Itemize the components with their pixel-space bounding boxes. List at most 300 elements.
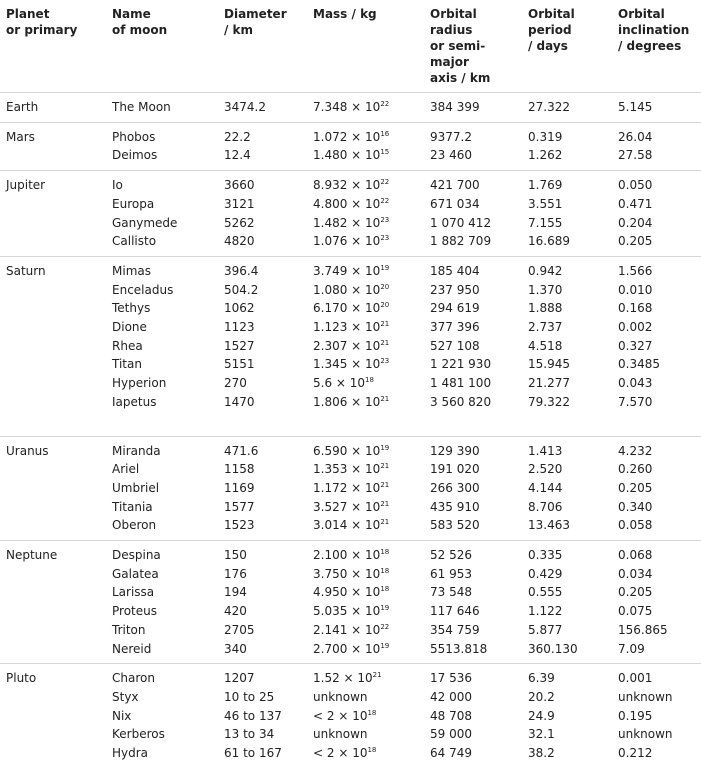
mass-cell <box>307 355 424 374</box>
orbital-period-cell: 79.322 <box>522 393 612 436</box>
orbital-radius-cell: 3 560 820 <box>424 393 522 436</box>
mass-cell <box>307 436 424 460</box>
mass-cell <box>307 541 424 565</box>
mass-exponent: 18 <box>367 708 377 717</box>
diameter-cell: 471.6 <box>224 443 259 458</box>
orbital-period-cell: 1.888 <box>528 301 563 316</box>
planet-group-saturn <box>0 256 701 436</box>
mass-exponent: 21 <box>380 499 390 508</box>
orbital-period-cell: 3.551 <box>528 196 563 211</box>
table-row <box>0 664 701 688</box>
planet-cell <box>0 355 106 374</box>
table-row <box>0 146 701 170</box>
moon-name-cell: Titan <box>112 357 142 372</box>
header-orbital-inclination: Orbital inclination / degrees <box>612 4 701 93</box>
orbital-inclination-cell: 0.002 <box>618 320 653 335</box>
orbital-inclination-cell: 26.04 <box>618 129 653 144</box>
table-row <box>0 460 701 479</box>
planet-cell <box>0 479 106 498</box>
orbital-radius-cell: 294 619 <box>430 301 480 316</box>
table-row <box>0 541 701 565</box>
diameter-cell: 504.2 <box>224 282 259 297</box>
mass-exponent: 20 <box>380 301 390 310</box>
mass-mantissa: 3.527 × 10 <box>313 499 381 514</box>
moon-name-cell: Mimas <box>112 263 151 278</box>
table-row <box>0 214 701 233</box>
mass-mantissa: 6.170 × 10 <box>313 301 381 316</box>
orbital-inclination-cell: 1.566 <box>618 263 653 278</box>
moon-name-cell: Europa <box>112 196 155 211</box>
orbital-period-cell: 6.39 <box>528 671 555 686</box>
mass-cell <box>307 664 424 688</box>
mass-exponent: 23 <box>380 215 390 224</box>
orbital-period-cell: 1.122 <box>528 604 563 619</box>
planet-group-neptune <box>0 541 701 664</box>
table-row <box>0 337 701 356</box>
orbital-inclination-cell: 0.205 <box>618 480 653 495</box>
diameter-cell: 5151 <box>224 357 255 372</box>
mass-exponent: 16 <box>380 129 390 138</box>
moon-name-cell: Hydra <box>112 746 149 761</box>
table-row <box>0 640 701 664</box>
moon-name-cell: Despina <box>112 548 161 563</box>
table-row <box>0 565 701 584</box>
header-planet: Planet or primary <box>0 4 106 93</box>
orbital-period-cell: 24.9 <box>528 708 555 723</box>
diameter-cell: 4820 <box>218 232 307 256</box>
diameter-cell: 396.4 <box>224 263 259 278</box>
diameter-cell: 46 to 137 <box>224 708 282 723</box>
orbital-period-cell: 1.370 <box>528 282 563 297</box>
mass-mantissa: 2.700 × 10 <box>313 641 381 656</box>
mass-exponent: 20 <box>380 282 390 291</box>
orbital-radius-cell: 59 000 <box>430 727 472 742</box>
orbital-inclination-cell: 0.260 <box>618 462 653 477</box>
orbital-radius-cell: 23 460 <box>424 146 522 170</box>
moon-name-cell: Larissa <box>112 585 155 600</box>
moon-name-cell: Nix <box>112 708 132 723</box>
diameter-cell: 61 to 167 <box>224 746 282 761</box>
moon-name-cell: Styx <box>112 689 139 704</box>
mass-cell <box>307 583 424 602</box>
planet-cell <box>0 460 106 479</box>
moon-name-cell: Callisto <box>106 232 218 256</box>
mass-mantissa: 5.6 × 10 <box>313 376 366 391</box>
orbital-radius-cell: 191 020 <box>430 462 480 477</box>
orbital-radius-cell: 9377.2 <box>430 129 472 144</box>
orbital-inclination-cell: 0.034 <box>618 566 653 581</box>
orbital-period-cell: 15.945 <box>528 357 570 372</box>
orbital-radius-cell: 527 108 <box>430 338 480 353</box>
mass-exponent: 18 <box>365 376 374 385</box>
mass-mantissa: 8.932 × 10 <box>313 178 381 193</box>
mass-mantissa: 7.348 × 10 <box>313 100 381 114</box>
orbital-radius-cell: 73 548 <box>430 585 472 600</box>
planet-cell <box>0 498 106 517</box>
mass-mantissa: 2.141 × 10 <box>313 622 381 637</box>
mass-mantissa: 6.590 × 10 <box>313 443 381 458</box>
orbital-radius-cell: 384 399 <box>424 93 522 123</box>
orbital-period-cell: 5.877 <box>528 622 563 637</box>
diameter-cell: 420 <box>224 604 247 619</box>
mass-cell <box>307 281 424 300</box>
orbital-period-cell: 27.322 <box>522 93 612 123</box>
table-row <box>0 744 701 768</box>
table-row <box>0 195 701 214</box>
table-row <box>0 299 701 318</box>
moon-name-cell: Phobos <box>112 129 156 144</box>
mass-mantissa: 4.800 × 10 <box>313 196 381 211</box>
mass-mantissa: 1.482 × 10 <box>313 215 381 230</box>
table-header <box>0 4 701 93</box>
mass-mantissa: 1.353 × 10 <box>313 462 381 477</box>
moon-name-cell: Umbriel <box>112 480 160 495</box>
planet-cell <box>0 725 106 744</box>
orbital-inclination-cell: unknown <box>618 689 673 704</box>
orbital-period-cell: 0.319 <box>528 129 563 144</box>
orbital-radius-cell: 48 708 <box>430 708 472 723</box>
planet-cell: Mars <box>6 129 35 144</box>
orbital-inclination-cell: 0.068 <box>618 548 653 563</box>
mass-cell <box>307 621 424 640</box>
header-diameter: Diameter / km <box>218 4 307 93</box>
orbital-period-cell: 0.429 <box>528 566 563 581</box>
mass-exponent: 18 <box>367 746 377 755</box>
planet-cell <box>0 516 106 540</box>
diameter-cell: 340 <box>218 640 307 664</box>
orbital-radius-cell: 1 882 709 <box>424 232 522 256</box>
orbital-period-cell: 2.737 <box>528 320 563 335</box>
orbital-radius-cell: 435 910 <box>430 499 480 514</box>
planet-cell <box>0 744 106 768</box>
orbital-radius-cell: 5513.818 <box>424 640 522 664</box>
table-row <box>0 725 701 744</box>
table-row <box>0 355 701 374</box>
planet-cell <box>0 688 106 707</box>
diameter-cell: 10 to 25 <box>224 689 275 704</box>
mass-exponent: 19 <box>380 443 390 452</box>
mass-mantissa: 1.52 × 10 <box>313 671 373 686</box>
moon-name-cell: Ariel <box>112 462 140 477</box>
orbital-radius-cell: 671 034 <box>430 196 480 211</box>
orbital-inclination-cell: 0.050 <box>618 178 653 193</box>
orbital-period-cell: 4.144 <box>528 480 563 495</box>
planet-cell <box>0 640 106 664</box>
planet-cell: Saturn <box>6 263 46 278</box>
orbital-inclination-cell: 0.205 <box>612 232 701 256</box>
mass-cell <box>307 565 424 584</box>
planet-cell <box>0 565 106 584</box>
orbital-period-cell: 20.2 <box>528 689 555 704</box>
orbital-period-cell: 360.130 <box>522 640 612 664</box>
planet-cell <box>0 146 106 170</box>
table-row <box>0 479 701 498</box>
orbital-inclination-cell: 27.58 <box>612 146 701 170</box>
orbital-radius-cell: 377 396 <box>430 320 480 335</box>
orbital-radius-cell: 61 953 <box>430 566 472 581</box>
diameter-cell: 1523 <box>218 516 307 540</box>
mass-mantissa: 1.172 × 10 <box>313 480 381 495</box>
mass-mantissa: 5.035 × 10 <box>313 604 381 619</box>
planet-cell <box>0 232 106 256</box>
mass-mantissa: 1.123 × 10 <box>313 320 381 335</box>
planet-group-earth <box>0 93 701 123</box>
planet-group-pluto <box>0 664 701 768</box>
orbital-period-cell: 1.262 <box>522 146 612 170</box>
planet-cell <box>0 281 106 300</box>
planet-cell <box>0 583 106 602</box>
mass-mantissa: 1.072 × 10 <box>313 129 381 144</box>
header-orbital-period: Orbital period / days <box>522 4 612 93</box>
mass-exponent: 19 <box>380 641 390 650</box>
planet-cell <box>0 374 106 393</box>
orbital-inclination-cell: 0.212 <box>618 746 653 761</box>
moon-name-cell: The Moon <box>106 93 218 123</box>
orbital-inclination-cell: 156.865 <box>618 622 668 637</box>
diameter-cell: 13 to 34 <box>224 727 275 742</box>
mass-exponent: 21 <box>380 462 390 471</box>
table-row <box>0 256 701 280</box>
table-row <box>0 707 701 726</box>
orbital-period-cell: 1.413 <box>528 443 563 458</box>
mass-cell <box>307 393 424 436</box>
orbital-inclination-cell: 0.327 <box>618 338 653 353</box>
mass-cell <box>307 299 424 318</box>
mass-exponent: 18 <box>380 585 390 594</box>
mass-cell <box>307 318 424 337</box>
orbital-radius-cell: 117 646 <box>430 604 480 619</box>
diameter-cell: 2705 <box>224 622 255 637</box>
moon-name-cell: Titania <box>112 499 153 514</box>
table-row <box>0 516 701 540</box>
diameter-cell: 3660 <box>224 178 255 193</box>
diameter-cell: 150 <box>224 548 247 563</box>
orbital-radius-cell: 64 749 <box>430 746 472 761</box>
mass-cell <box>307 460 424 479</box>
orbital-period-cell: 38.2 <box>528 746 555 761</box>
moon-name-cell: Miranda <box>112 443 161 458</box>
moon-name-cell: Galatea <box>112 566 159 581</box>
moon-name-cell: Kerberos <box>112 727 165 742</box>
mass-mantissa: < 2 × 10 <box>313 746 368 761</box>
diameter-cell: 1527 <box>224 338 255 353</box>
table-row <box>0 122 701 146</box>
diameter-cell: 3474.2 <box>218 93 307 123</box>
orbital-radius-cell: 42 000 <box>430 689 472 704</box>
mass-cell <box>307 374 424 393</box>
diameter-cell: 1158 <box>224 462 255 477</box>
mass-mantissa: 4.950 × 10 <box>313 585 381 600</box>
planet-cell: Neptune <box>6 548 58 563</box>
mass-cell <box>307 688 424 707</box>
mass-mantissa: 1.806 × 10 <box>313 394 381 409</box>
moon-name-cell: Oberon <box>106 516 218 540</box>
moon-name-cell: Tethys <box>112 301 151 316</box>
mass-cell <box>307 122 424 146</box>
orbital-radius-cell: 421 700 <box>430 178 480 193</box>
header-row <box>0 4 701 93</box>
diameter-cell: 1062 <box>224 301 255 316</box>
diameter-cell: 1123 <box>224 320 255 335</box>
mass-cell <box>307 640 424 664</box>
orbital-inclination-cell: 0.058 <box>612 516 701 540</box>
mass-cell <box>307 256 424 280</box>
orbital-radius-cell: 354 759 <box>430 622 480 637</box>
table-row <box>0 318 701 337</box>
orbital-radius-cell: 52 526 <box>430 548 472 563</box>
moon-name-cell: Enceladus <box>112 282 174 297</box>
table-row <box>0 171 701 195</box>
orbital-inclination-cell: 0.3485 <box>618 357 660 372</box>
mass-exponent: 21 <box>372 671 382 680</box>
mass-cell <box>307 516 424 540</box>
moon-name-cell: Proteus <box>112 604 157 619</box>
mass-cell <box>307 337 424 356</box>
planet-cell <box>0 318 106 337</box>
planet-cell <box>0 299 106 318</box>
table-row <box>0 621 701 640</box>
mass-mantissa: unknown <box>313 727 368 742</box>
orbital-radius-cell: 1 070 412 <box>430 215 492 230</box>
orbital-radius-cell: 129 390 <box>430 443 480 458</box>
mass-mantissa: 1.480 × 10 <box>313 148 381 163</box>
mass-mantissa: 1.345 × 10 <box>313 357 381 372</box>
mass-exponent: 22 <box>380 196 390 205</box>
orbital-period-cell: 32.1 <box>528 727 555 742</box>
orbital-inclination-cell: 0.043 <box>618 376 653 391</box>
mass-cell <box>307 214 424 233</box>
mass-exponent: 21 <box>380 320 390 329</box>
diameter-cell: 1169 <box>224 480 255 495</box>
diameter-cell: 12.4 <box>218 146 307 170</box>
mass-exponent: 22 <box>380 100 390 108</box>
table-row <box>0 583 701 602</box>
diameter-cell: 1470 <box>218 393 307 436</box>
orbital-inclination-cell: 5.145 <box>612 93 701 123</box>
mass-cell <box>307 725 424 744</box>
planet-cell: Jupiter <box>6 178 46 193</box>
moon-name-cell: Dione <box>112 320 147 335</box>
table-row <box>0 93 701 123</box>
mass-exponent: 21 <box>380 518 390 527</box>
mass-cell <box>307 707 424 726</box>
orbital-period-cell: 16.689 <box>522 232 612 256</box>
moon-name-cell: Io <box>112 178 123 193</box>
diameter-cell: 1207 <box>224 671 255 686</box>
mass-exponent: 23 <box>380 357 390 366</box>
diameter-cell: 5262 <box>224 215 255 230</box>
orbital-inclination-cell: 0.001 <box>618 671 653 686</box>
orbital-inclination-cell: 0.471 <box>618 196 653 211</box>
orbital-period-cell: 1.769 <box>528 178 563 193</box>
moon-name-cell: Nereid <box>106 640 218 664</box>
mass-cell <box>307 232 424 256</box>
mass-exponent: 18 <box>380 548 390 557</box>
mass-cell <box>307 93 424 123</box>
mass-exponent: 21 <box>380 338 390 347</box>
diameter-cell: 194 <box>224 585 247 600</box>
table-row <box>0 374 701 393</box>
mass-cell <box>307 171 424 195</box>
orbital-period-cell: 0.335 <box>528 548 563 563</box>
mass-exponent: 19 <box>380 263 390 272</box>
planet-group-jupiter <box>0 171 701 257</box>
mass-mantissa: 3.750 × 10 <box>313 566 381 581</box>
mass-mantissa: 1.080 × 10 <box>313 282 381 297</box>
moon-name-cell: Iapetus <box>106 393 218 436</box>
planet-cell: Pluto <box>6 671 37 686</box>
mass-exponent: 21 <box>380 394 390 403</box>
planet-cell <box>0 707 106 726</box>
orbital-radius-cell: 17 536 <box>430 671 472 686</box>
diameter-cell: 1577 <box>224 499 255 514</box>
orbital-inclination-cell: 0.340 <box>618 499 653 514</box>
mass-exponent: 22 <box>380 178 390 187</box>
table-row <box>0 436 701 460</box>
mass-mantissa: 3.749 × 10 <box>313 263 381 278</box>
orbital-period-cell: 21.277 <box>528 376 570 391</box>
diameter-cell: 270 <box>224 376 247 391</box>
orbital-inclination-cell: 7.570 <box>612 393 701 436</box>
orbital-radius-cell: 1 221 930 <box>430 357 492 372</box>
orbital-inclination-cell: unknown <box>618 727 673 742</box>
mass-mantissa: 2.100 × 10 <box>313 548 381 563</box>
mass-cell <box>307 498 424 517</box>
orbital-radius-cell: 1 481 100 <box>430 376 492 391</box>
planet-cell: Earth <box>0 93 106 123</box>
planet-cell <box>0 621 106 640</box>
orbital-radius-cell: 237 950 <box>430 282 480 297</box>
planet-cell <box>0 195 106 214</box>
moon-name-cell: Hyperion <box>112 376 167 391</box>
diameter-cell: 3121 <box>224 196 255 211</box>
header-orbital-radius: Orbital radius or semi-major axis / km <box>424 4 522 93</box>
orbital-radius-cell: 266 300 <box>430 480 480 495</box>
orbital-inclination-cell: 0.204 <box>618 215 653 230</box>
planet-group-uranus <box>0 436 701 541</box>
mass-exponent: 19 <box>380 604 390 613</box>
orbital-period-cell: 0.555 <box>528 585 563 600</box>
diameter-cell: 176 <box>224 566 247 581</box>
mass-mantissa: 3.014 × 10 <box>313 518 381 533</box>
orbital-inclination-cell: 0.075 <box>618 604 653 619</box>
orbital-inclination-cell: 0.205 <box>618 585 653 600</box>
planet-cell <box>0 602 106 621</box>
orbital-inclination-cell: 0.195 <box>618 708 653 723</box>
table-row <box>0 393 701 436</box>
header-moon-name: Name of moon <box>106 4 218 93</box>
moons-table <box>0 4 701 768</box>
table-row <box>0 232 701 256</box>
orbital-period-cell: 13.463 <box>522 516 612 540</box>
mass-mantissa: unknown <box>313 689 368 704</box>
orbital-radius-cell: 583 520 <box>424 516 522 540</box>
planet-cell <box>0 214 106 233</box>
orbital-inclination-cell: 4.232 <box>618 443 653 458</box>
moon-name-cell: Rhea <box>112 338 143 353</box>
mass-exponent: 18 <box>380 566 390 575</box>
moon-name-cell: Ganymede <box>112 215 178 230</box>
mass-exponent: 21 <box>380 480 390 489</box>
planet-cell <box>0 393 106 436</box>
table-row <box>0 498 701 517</box>
mass-mantissa: 2.307 × 10 <box>313 338 381 353</box>
table-row <box>0 688 701 707</box>
mass-cell <box>307 744 424 768</box>
moon-name-cell: Triton <box>112 622 146 637</box>
header-mass: Mass / kg <box>307 4 424 93</box>
mass-cell <box>307 479 424 498</box>
